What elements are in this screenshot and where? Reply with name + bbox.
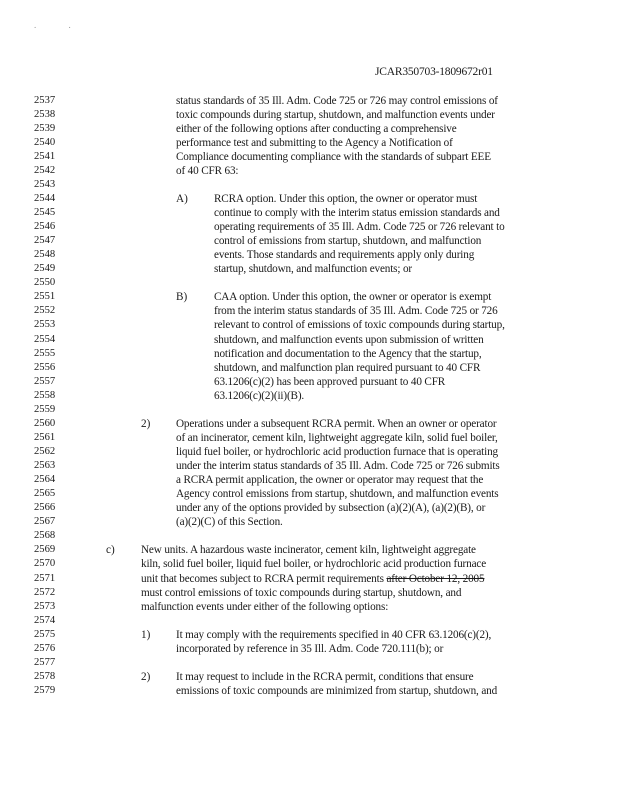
scan-marks — [34, 20, 101, 30]
line-number: 2568 — [34, 530, 56, 542]
document-id: JCAR350703-1809672r01 — [375, 66, 493, 78]
line-text — [141, 586, 461, 600]
document-line — [0, 333, 618, 347]
line-text — [214, 304, 498, 318]
document-line — [0, 417, 618, 431]
document-line — [0, 487, 618, 501]
line-text-content: notification and documentation to the Agency that the startup, — [214, 347, 482, 360]
line-text-content: of 40 CFR 63: — [176, 164, 239, 177]
line-text-content: of an incinerator, cement kiln, lightweight aggregate kiln, solid fuel boiler, — [176, 431, 498, 444]
line-text — [176, 628, 491, 642]
line-text — [176, 136, 453, 150]
document-line — [0, 192, 618, 206]
line-number: 2553 — [34, 319, 56, 331]
line-text — [214, 361, 480, 375]
line-text-content: RCRA option. Under this option, the owner or operator must — [214, 192, 478, 205]
line-number: 2552 — [34, 305, 56, 317]
line-number: 2575 — [34, 628, 56, 640]
document-line — [0, 656, 618, 670]
line-text — [176, 150, 491, 164]
document-line — [0, 248, 618, 262]
line-text-content: events. Those standards and requirements apply only during — [214, 249, 475, 262]
line-text — [176, 459, 500, 473]
line-number: 2540 — [34, 136, 56, 148]
line-text-content: 63.1206(c)(2) has been approved pursuant to 40 CFR — [214, 375, 446, 388]
line-text-content: Compliance documenting compliance with the standards of subpart EEE — [176, 150, 491, 163]
line-number: 2554 — [34, 333, 56, 345]
document-line — [0, 276, 618, 290]
line-text-content: toxic compounds during startup, shutdown, and malfunction events under — [176, 108, 495, 121]
document-line — [0, 403, 618, 417]
line-text — [214, 389, 304, 403]
document-line — [0, 543, 618, 557]
document-line — [0, 600, 618, 614]
line-number: 2546 — [34, 221, 56, 233]
line-text — [214, 192, 477, 206]
document-line — [0, 108, 618, 122]
document-line — [0, 684, 618, 698]
line-number: 2572 — [34, 586, 56, 598]
line-text — [176, 501, 485, 515]
document-line — [0, 206, 618, 220]
line-number: 2544 — [34, 192, 56, 204]
line-text — [214, 318, 505, 332]
line-number: 2560 — [34, 417, 56, 429]
line-text — [176, 487, 498, 501]
line-text — [176, 108, 495, 122]
line-text — [214, 333, 484, 347]
document-line — [0, 389, 618, 403]
line-text — [176, 642, 443, 656]
line-text-content: incorporated by reference in 35 Ill. Adm. Code 720.111(b); or — [176, 642, 444, 655]
line-number: 2541 — [34, 150, 56, 162]
line-text — [214, 347, 482, 361]
line-number: 2548 — [34, 249, 56, 261]
line-text-content: under the interim status standards of 35 Ill. Adm. Code 725 or 726 submits — [176, 460, 500, 473]
document-line — [0, 361, 618, 375]
line-text-content: unit that becomes subject to RCRA permit requirements — [141, 572, 387, 585]
line-text-content: shutdown, and malfunction plan required pursuant to 40 CFR — [214, 361, 481, 374]
scan-mark: . — [34, 20, 37, 30]
list-marker: 2) — [141, 670, 151, 683]
line-text — [141, 572, 484, 586]
line-text — [214, 220, 505, 234]
document-line — [0, 431, 618, 445]
line-number: 2550 — [34, 277, 56, 289]
line-number: 2545 — [34, 206, 56, 218]
document-line — [0, 459, 618, 473]
line-text-content: (a)(2)(C) of this Section. — [176, 516, 283, 529]
line-text — [176, 515, 283, 529]
document-line — [0, 557, 618, 571]
line-number: 2561 — [34, 431, 56, 443]
line-number: 2557 — [34, 375, 56, 387]
line-text — [214, 248, 474, 262]
line-number: 2537 — [34, 94, 56, 106]
list-marker: c) — [106, 544, 115, 557]
line-text — [176, 164, 238, 178]
document-line — [0, 642, 618, 656]
line-number: 2571 — [34, 572, 56, 584]
document-line — [0, 614, 618, 628]
line-text-content: a RCRA permit application, the owner or operator may request that the — [176, 474, 484, 487]
document-line — [0, 178, 618, 192]
document-line — [0, 670, 618, 684]
line-number: 2547 — [34, 235, 56, 247]
line-number: 2579 — [34, 685, 56, 697]
line-text-content: status standards of 35 Ill. Adm. Code 725 or 726 may control emissions of — [176, 94, 498, 107]
line-text-content: startup, shutdown, and malfunction events; or — [214, 263, 413, 276]
line-text-content: CAA option. Under this option, the owner or operator is exempt — [214, 291, 492, 304]
document-line — [0, 290, 618, 304]
document-line — [0, 304, 618, 318]
line-text-content: must control emissions of toxic compounds during startup, shutdown, and — [141, 586, 462, 599]
line-text — [141, 557, 486, 571]
line-text-content: kiln, solid fuel boiler, liquid fuel boiler, or hydrochloric acid production furnace — [141, 558, 487, 571]
scan-mark: . — [68, 20, 71, 30]
line-number: 2556 — [34, 361, 56, 373]
line-text — [214, 375, 445, 389]
line-text-content: Operations under a subsequent RCRA permit. When an owner or operator — [176, 417, 497, 430]
document-line — [0, 122, 618, 136]
line-number: 2559 — [34, 403, 56, 415]
line-number: 2567 — [34, 516, 56, 528]
line-number: 2539 — [34, 122, 56, 134]
line-text-content: from the interim status standards of 35 Ill. Adm. Code 725 or 726 — [214, 305, 498, 318]
document-line — [0, 473, 618, 487]
line-number: 2573 — [34, 600, 56, 612]
line-number: 2574 — [34, 614, 56, 626]
line-number: 2565 — [34, 488, 56, 500]
document-line — [0, 136, 618, 150]
line-number: 2566 — [34, 502, 56, 514]
struck-text: after October 12, 2005 — [386, 572, 485, 585]
line-text-content: It may request to include in the RCRA permit, conditions that ensure — [176, 670, 474, 683]
line-text-content: shutdown, and malfunction events upon submission of written — [214, 333, 484, 346]
line-number: 2549 — [34, 263, 56, 275]
document-line — [0, 234, 618, 248]
line-number: 2562 — [34, 446, 56, 457]
line-number: 2577 — [34, 656, 56, 668]
line-text — [214, 206, 500, 220]
line-text — [176, 473, 483, 487]
line-text-content: continue to comply with the interim status emission standards and — [214, 206, 500, 219]
line-text — [176, 670, 473, 684]
line-text — [176, 431, 498, 445]
line-number: 2542 — [34, 164, 56, 176]
line-number: 2570 — [34, 558, 56, 570]
line-text-content: operating requirements of 35 Ill. Adm. Code 725 or 726 relevant to — [214, 221, 505, 234]
line-text-content: 63.1206(c)(2)(ii)(B). — [214, 389, 305, 402]
line-text-content: Agency control emissions from startup, shutdown, and malfunction events — [176, 488, 499, 501]
line-text-content: emissions of toxic compounds are minimized from startup, shutdown, and — [176, 685, 498, 698]
document-line — [0, 529, 618, 543]
document-line — [0, 164, 618, 178]
line-number: 2569 — [34, 544, 56, 556]
line-text — [176, 417, 496, 431]
line-text-content: malfunction events under either of the following options: — [141, 600, 389, 613]
line-text-content: performance test and submitting to the Agency a Notification of — [176, 136, 453, 149]
line-text — [141, 600, 388, 614]
document-line — [0, 572, 618, 586]
line-text — [214, 234, 481, 248]
document-line — [0, 220, 618, 234]
line-text-content: New units. A hazardous waste incinerator, cement kiln, lightweight aggregate — [141, 544, 476, 557]
line-text — [214, 262, 412, 276]
line-text — [176, 122, 457, 136]
list-marker: 1) — [141, 628, 151, 641]
line-number: 2543 — [34, 178, 56, 190]
line-text-content: It may comply with the requirements specified in 40 CFR 63.1206(c)(2), — [176, 628, 492, 641]
line-number: 2578 — [34, 670, 56, 682]
list-marker: A) — [176, 192, 188, 205]
document-line — [0, 586, 618, 600]
line-number: 2555 — [34, 347, 56, 359]
document-line — [0, 501, 618, 515]
line-text — [214, 290, 491, 304]
list-marker: 2) — [141, 417, 151, 430]
document-line — [0, 318, 618, 332]
line-number: 2538 — [34, 108, 56, 120]
list-marker: B) — [176, 291, 188, 304]
line-text — [176, 684, 497, 698]
line-text — [176, 445, 498, 459]
document-line — [0, 94, 618, 108]
line-number: 2576 — [34, 642, 56, 654]
line-text-content: under any of the options provided by subsection (a)(2)(A), (a)(2)(B), or — [176, 502, 486, 515]
document-line — [0, 150, 618, 164]
line-number: 2558 — [34, 389, 56, 401]
document-line — [0, 628, 618, 642]
line-text-content: relevant to control of emissions of toxic compounds during startup, — [214, 319, 505, 332]
document-line — [0, 347, 618, 361]
line-text-content: liquid fuel boiler, or hydrochloric acid production furnace that is operating — [176, 446, 498, 458]
document-line — [0, 375, 618, 389]
line-number: 2563 — [34, 460, 56, 472]
document-line — [0, 515, 618, 529]
line-text-content: either of the following options after conducting a comprehensive — [176, 122, 457, 135]
document-line — [0, 262, 618, 276]
line-number: 2564 — [34, 474, 56, 486]
line-number: 2551 — [34, 291, 56, 303]
line-text — [141, 543, 476, 557]
line-text-content: control of emissions from startup, shutdown, and malfunction — [214, 235, 482, 248]
document-line — [0, 445, 618, 459]
line-text — [176, 94, 498, 108]
